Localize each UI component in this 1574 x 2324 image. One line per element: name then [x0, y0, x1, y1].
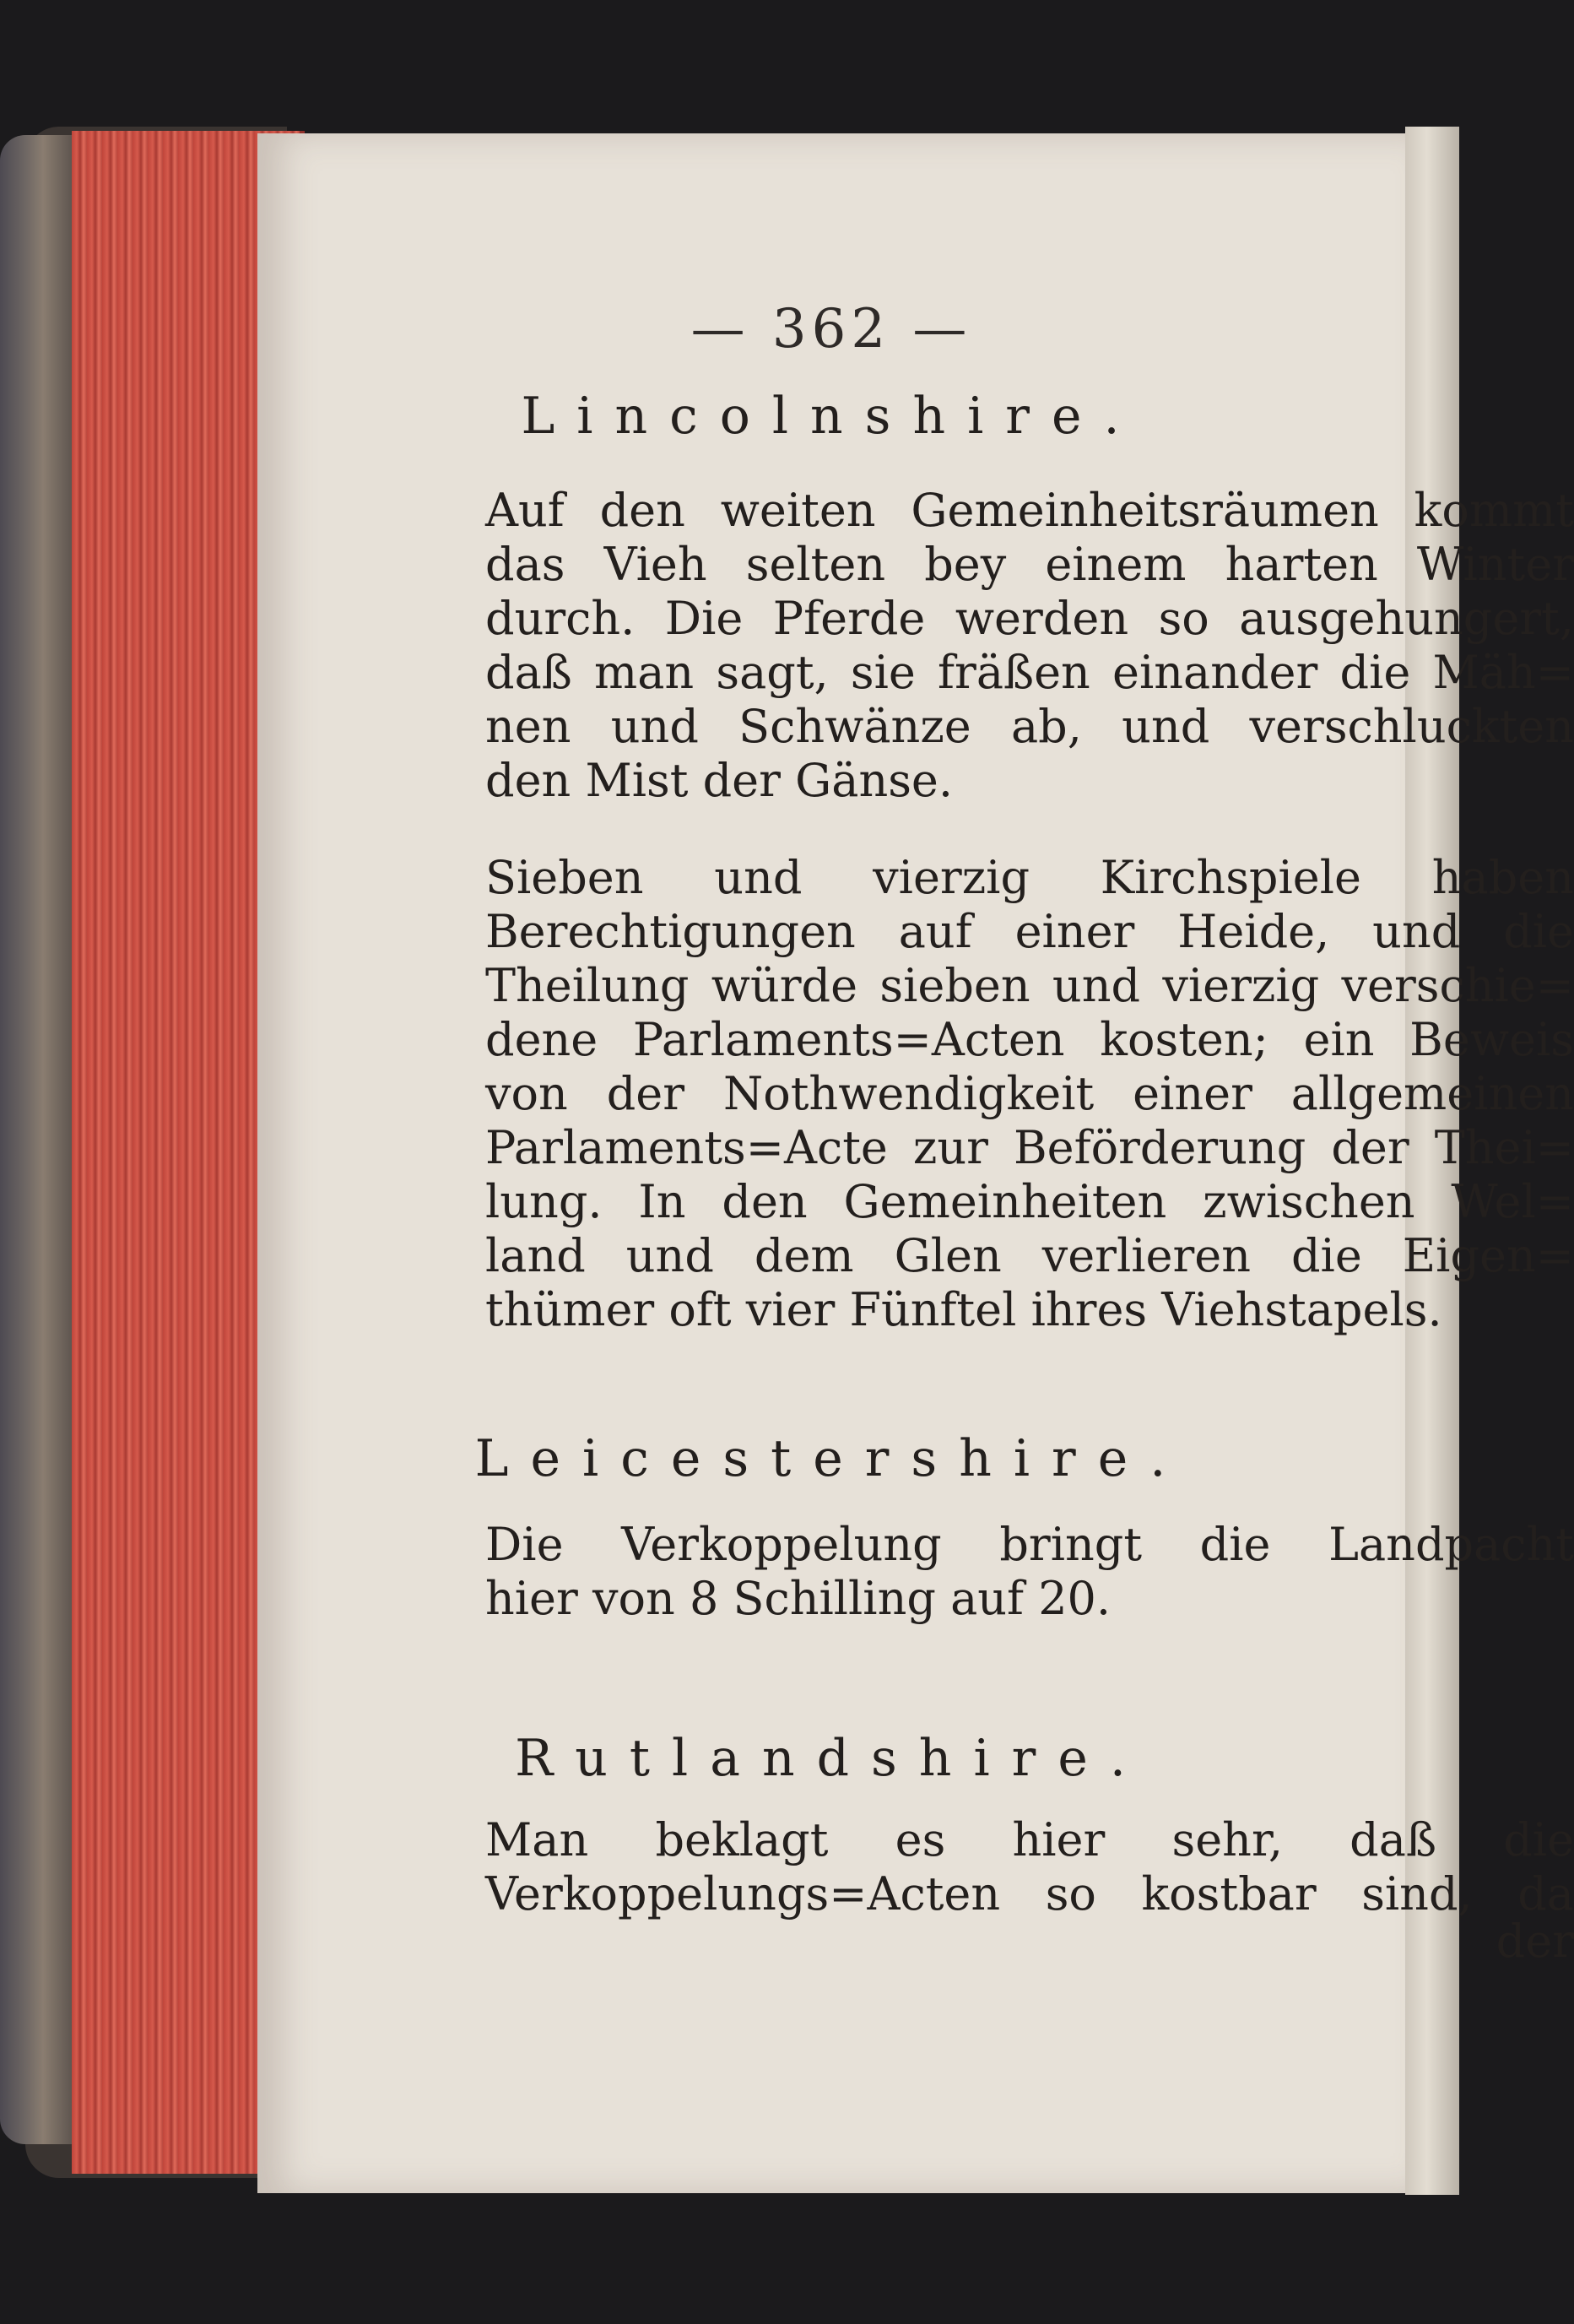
- text-line: dene Parlaments=Acten kosten; ein Beweis: [485, 1013, 1574, 1066]
- page-number: — 362 —: [690, 298, 972, 360]
- book-spine: [0, 135, 72, 2144]
- section-heading-rutlandshire: Rutlandshire.: [515, 1729, 1148, 1788]
- text-line: Auf den weiten Gemeinheitsräumen kommt: [485, 484, 1574, 537]
- catchword: der: [1496, 1915, 1574, 1968]
- text-line: lung. In den Gemeinheiten zwischen Wel=: [485, 1175, 1574, 1228]
- text-line: Die Verkoppelung bringt die Landpacht: [485, 1518, 1574, 1571]
- text-line: land und dem Glen verlieren die Eigen=: [485, 1229, 1574, 1282]
- text-line: hier von 8 Schilling auf 20.: [485, 1572, 1112, 1625]
- paragraph-rutlandshire: [485, 1813, 1574, 1921]
- text-line: Parlaments=Acte zur Beförderung der Thei=: [485, 1121, 1574, 1174]
- text-line: Man beklagt es hier sehr, daß die: [485, 1813, 1574, 1866]
- text-line: Verkoppelungs=Acten so kostbar sind, da: [485, 1867, 1574, 1920]
- text-line: das Vieh selten bey einem harten Winter: [485, 538, 1574, 591]
- text-line: Berechtigungen auf einer Heide, und die: [485, 905, 1574, 958]
- book-page: [257, 133, 1574, 2193]
- text-line: durch. Die Pferde werden so ausgehungert,: [485, 592, 1574, 645]
- text-line: daß man sagt, sie fräßen einander die Mäh=: [485, 646, 1574, 699]
- paragraph-lincolnshire-1: [485, 484, 1574, 808]
- text-line: nen und Schwänze ab, und verschluckten: [485, 700, 1574, 753]
- section-heading-leicestershire: Leicestershire.: [474, 1429, 1188, 1488]
- text-line: Theilung würde sieben und vierzig verschie=: [485, 959, 1574, 1012]
- text-line: den Mist der Gänse.: [485, 754, 954, 807]
- text-line: von der Nothwendigkeit einer allgemeinen: [485, 1067, 1574, 1120]
- paragraph-lincolnshire-2: [485, 851, 1574, 1337]
- section-heading-lincolnshire: Lincolnshire.: [521, 387, 1142, 446]
- text-line: Sieben und vierzig Kirchspiele haben: [485, 851, 1574, 904]
- text-line: thümer oft vier Fünftel ihres Viehstapels.: [485, 1283, 1442, 1336]
- paragraph-leicestershire: [485, 1518, 1574, 1626]
